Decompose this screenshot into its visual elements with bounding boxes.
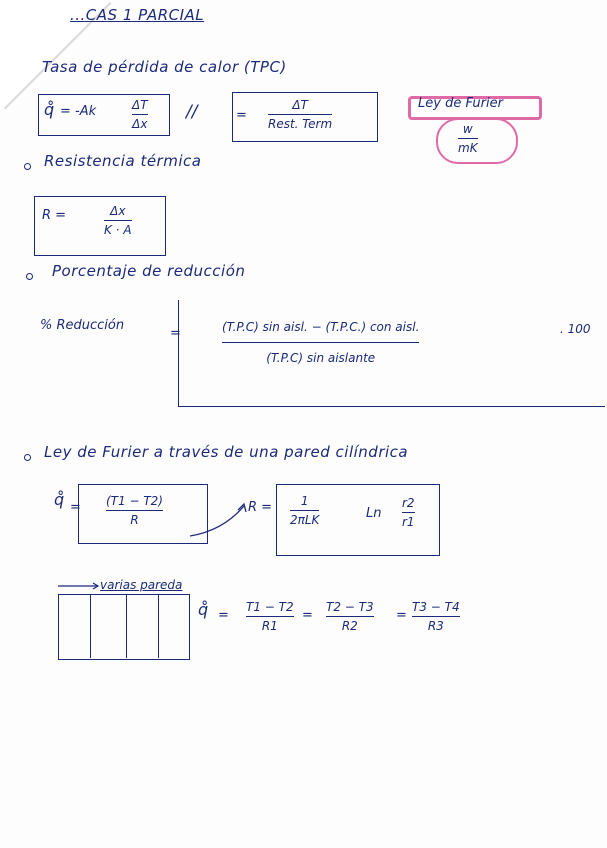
eq-varias-2: =	[302, 608, 313, 623]
q-symbol-varias: q̊	[198, 600, 209, 619]
q-symbol: q̊	[44, 100, 55, 119]
heading-porcentaje: Porcentaje de reducción	[52, 262, 246, 280]
frac-den: R2	[341, 619, 358, 634]
fraction-ln	[402, 496, 415, 529]
q-symbol-cil: q̊	[54, 490, 65, 509]
label-reduccion: % Reducción	[40, 318, 125, 333]
frac-den: R	[130, 513, 139, 528]
frac-num: T2 − T3	[326, 600, 374, 614]
frac-num: 1	[300, 494, 309, 508]
wall-divider	[126, 594, 127, 658]
frac-num: (T1 − T2)	[106, 494, 163, 508]
curved-arrow	[190, 506, 244, 536]
eq-varias-1: =	[218, 608, 229, 623]
frac-bar	[246, 616, 294, 617]
eq-varias-3: =	[396, 608, 407, 623]
frac-bar	[412, 616, 460, 617]
frac-num: T1 − T2	[246, 600, 294, 614]
frac-bar	[402, 512, 415, 513]
wall-divider	[158, 594, 159, 658]
ln-label: Ln	[366, 506, 382, 521]
separator: //	[186, 102, 198, 122]
frac-bar	[326, 616, 374, 617]
frac-den: (T.P.C) sin aislante	[266, 351, 376, 366]
walls-diagram	[58, 594, 190, 660]
r-lhs: R =	[42, 208, 67, 223]
frac-den: Rest. Term	[268, 117, 333, 132]
unit-num: w	[462, 122, 473, 136]
heading-tasa: Tasa de pérdida de calor (TPC)	[42, 58, 287, 76]
fraction-varias-3	[412, 600, 460, 633]
mult-100: . 100	[560, 322, 591, 336]
fraction-varias-1	[246, 600, 294, 633]
frac-den: R3	[427, 619, 444, 634]
heading-cilindrica: Ley de Furier a través de una pared cilíndrica	[44, 443, 409, 461]
frac-den: 2πLK	[290, 513, 320, 528]
frac-den: K · A	[104, 223, 132, 238]
eq-cil: =	[70, 500, 81, 515]
frac-bar	[290, 510, 319, 511]
frac-den: R1	[261, 619, 278, 634]
frac-num: r2	[402, 496, 415, 510]
frac-num: ΔT	[132, 98, 148, 112]
frac-num: Δx	[110, 204, 126, 218]
note-ley: Ley de Furier	[418, 96, 503, 111]
frac-den: Δx	[132, 117, 148, 132]
frac-den: r1	[402, 515, 415, 530]
wall-divider	[90, 594, 91, 658]
heading-resistencia: Resistencia térmica	[44, 152, 202, 170]
fraction-varias-2	[326, 600, 374, 633]
r-lhs-cil: R =	[248, 500, 273, 515]
eq-right: =	[236, 108, 247, 123]
page-title: ...CAS 1 PARCIAL	[70, 6, 205, 24]
frac-num: (T.P.C) sin aisl. − (T.P.C.) con aisl.	[222, 320, 420, 334]
eq-reduccion: =	[170, 326, 181, 341]
frac-num: T3 − T4	[412, 600, 460, 614]
label-varias: varias pareda	[100, 578, 183, 592]
unit-den: mK	[458, 141, 478, 156]
eq-left: = -Ak	[60, 104, 97, 119]
fraction-r-cil	[290, 494, 319, 527]
frac-num: ΔT	[292, 98, 308, 112]
